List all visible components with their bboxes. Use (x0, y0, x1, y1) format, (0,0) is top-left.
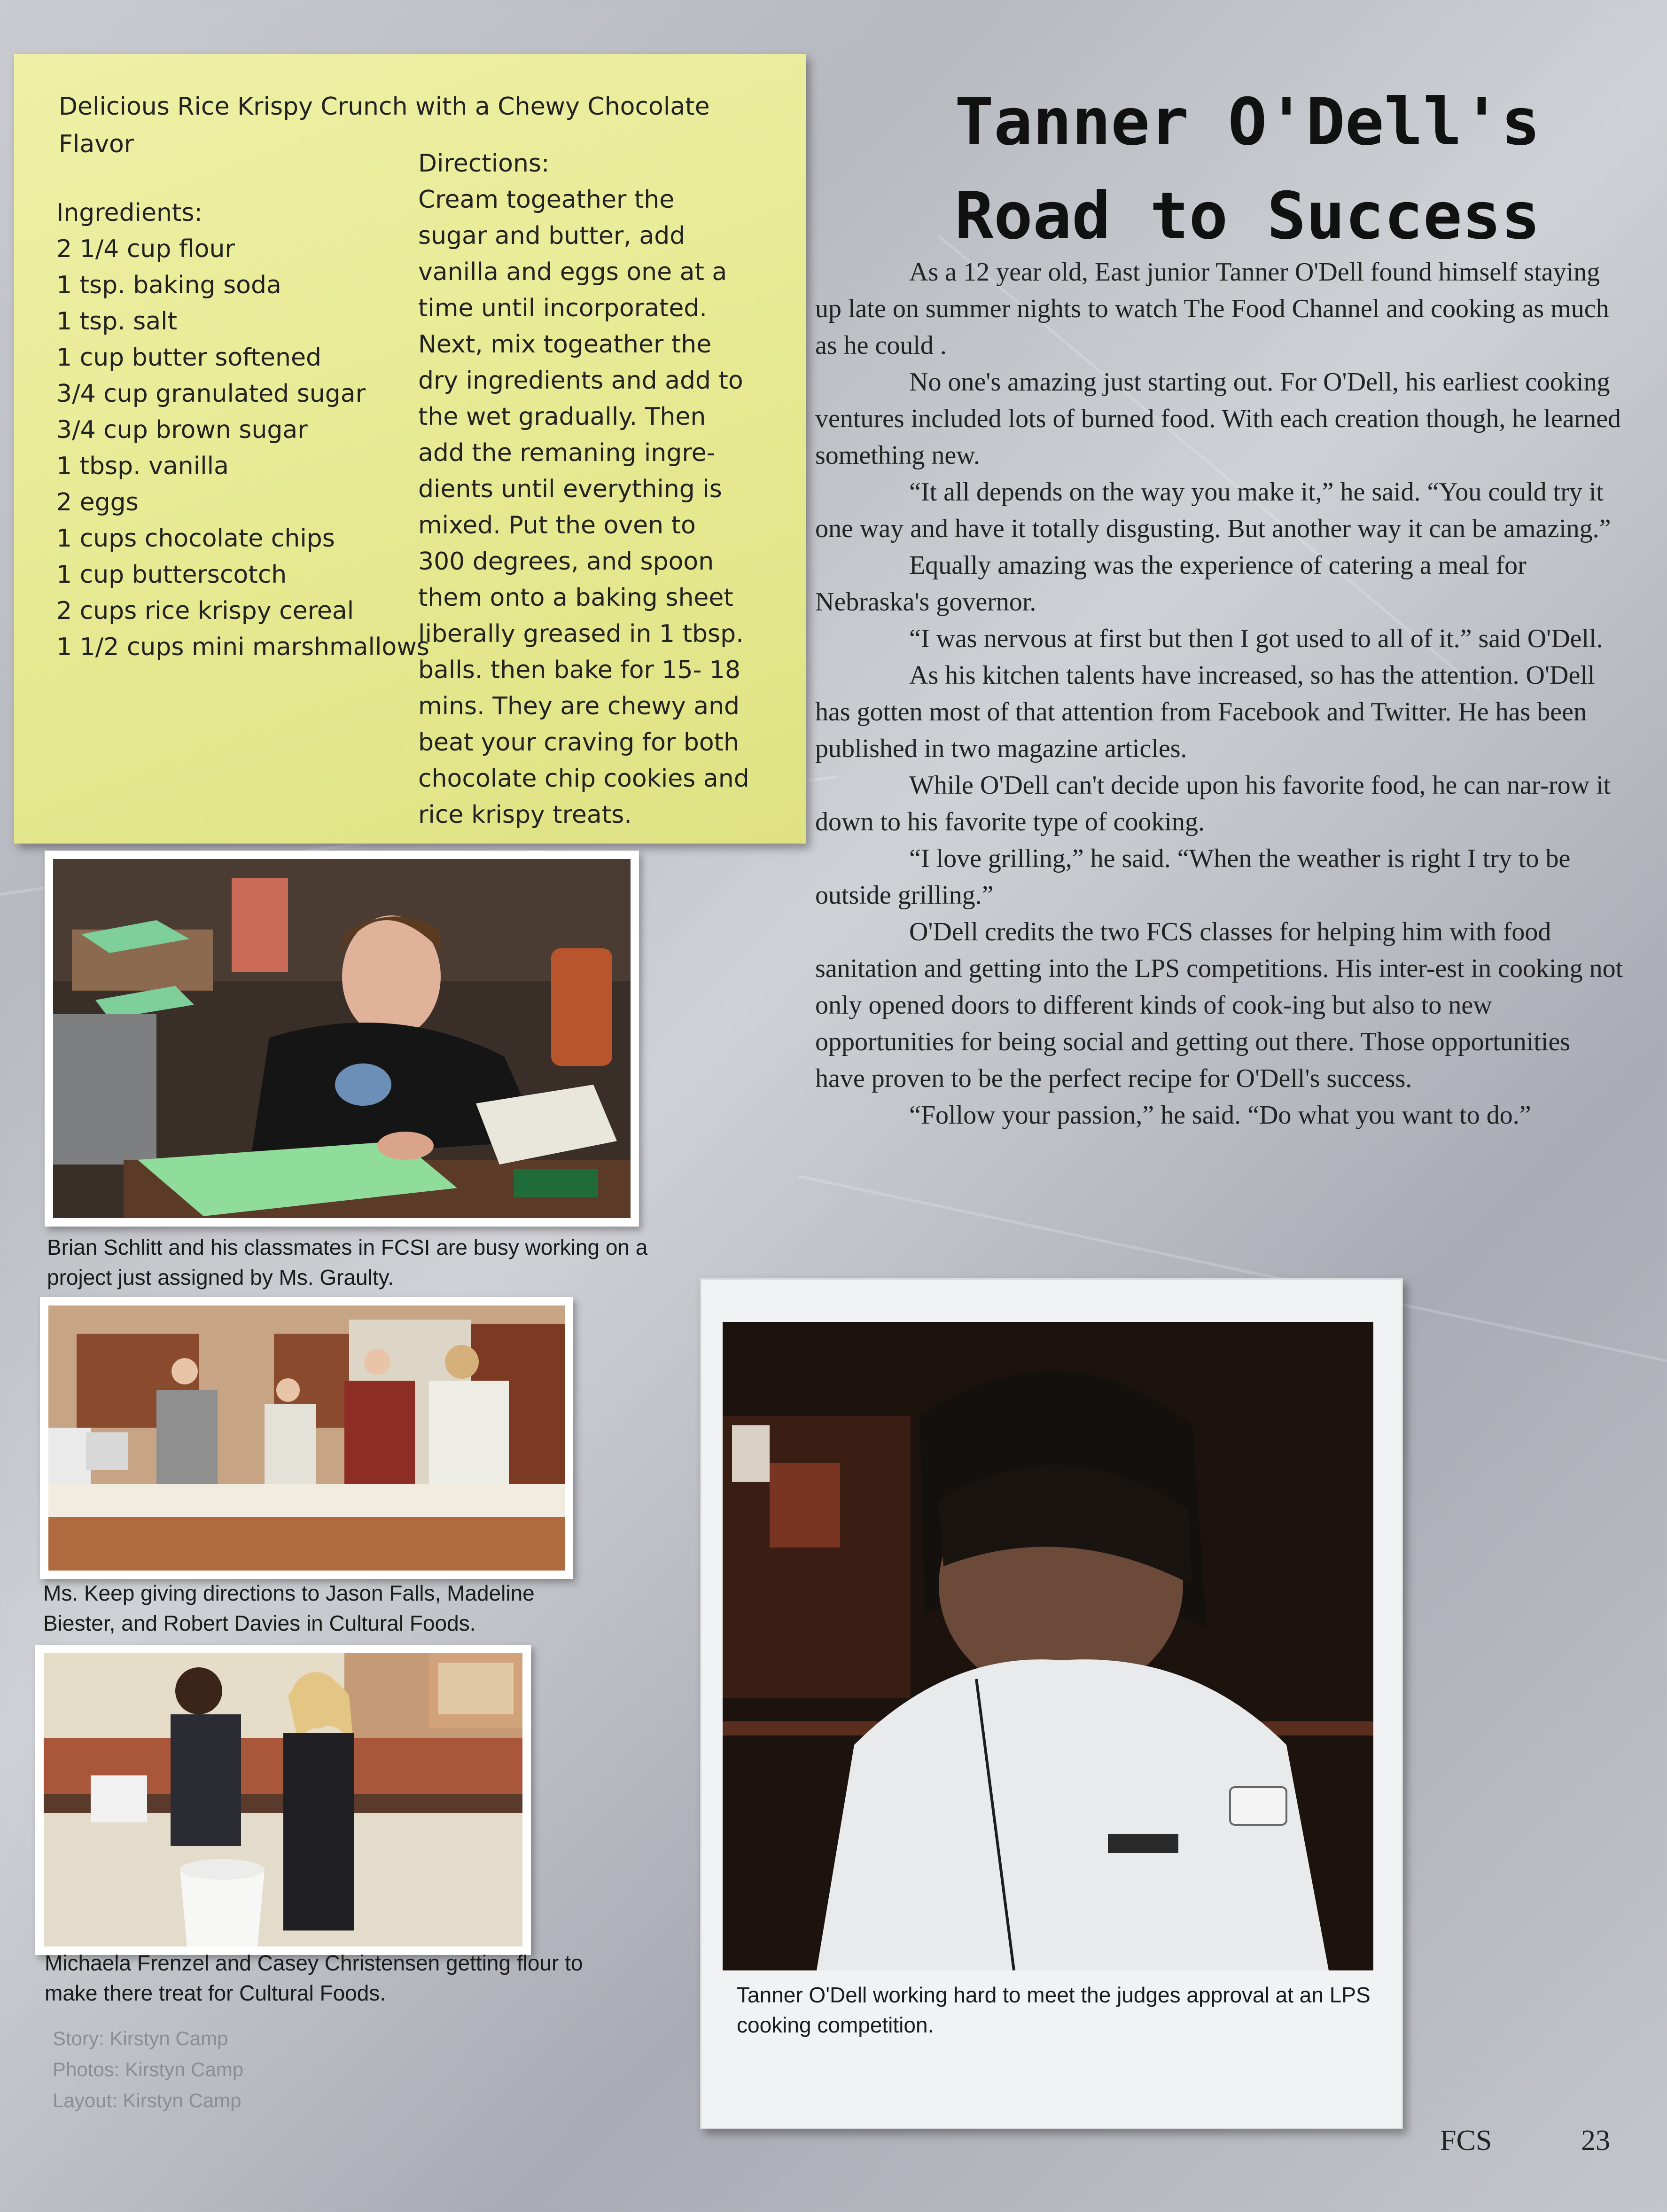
ingredient-item: 1 cup butter softened (56, 344, 321, 372)
directions-line: dry ingredients and add to (418, 367, 743, 395)
ingredient-item: 2 cups rice krispy cereal (56, 597, 354, 625)
directions-line: beat your craving for both (418, 728, 739, 757)
article-paragraph: “It all depends on the way you make it,” he said. “You could try it one way and have it totally disgusting. But another way it can be amazing.” (815, 477, 1611, 543)
ingredient-item: 1 cups chocolate chips (56, 524, 335, 553)
directions-line: the wet gradually. Then (418, 403, 706, 431)
ingredients-heading: Ingredients: (56, 199, 203, 227)
recipe-note (14, 54, 806, 844)
article-paragraph: Equally amazing was the experience of catering a meal for Nebraska's governor. (815, 551, 1527, 617)
photo-flour (35, 1645, 531, 1955)
ingredient-item: 2 eggs (56, 488, 139, 516)
article-body (815, 254, 1623, 1133)
directions-line: liberally greased in 1 tbsp. (418, 620, 744, 648)
headline-line-2: Road to Success (954, 178, 1541, 254)
article-paragraph: While O'Dell can't decide upon his favorite food, he can nar-row it down to his favorite type of cooking. (815, 771, 1611, 836)
photo-image (723, 1322, 1373, 1970)
recipe-title: Delicious Rice Krispy Crunch with a Chewy Chocolate Flavor (59, 93, 710, 158)
directions-line: chocolate chip cookies and (418, 765, 749, 793)
article-paragraph: O'Dell credits the two FCS classes for helping him with food sanitation and getting into the LPS competitions. His inter-est in cooking not only opened doors to different kinds of cook-ing but also to new opportunities for being social and getting out there. Those opportunities have proven to be the perfect recipe for O'Dell's success. (815, 917, 1623, 1093)
photo-classroom-student (45, 851, 639, 1227)
photo-caption: Tanner O'Dell working hard to meet the judges approval at an LPS cooking competition. (737, 1983, 1371, 2037)
directions-heading: Directions: (418, 149, 550, 178)
headline-line-1: Tanner O'Dell's (954, 84, 1541, 160)
ingredient-item: 1 cup butterscotch (56, 561, 287, 589)
directions-line: add the remaning ingre- (418, 439, 716, 467)
article-paragraph: “I love grilling,” he said. “When the weather is right I try to be outside grilling.” (815, 844, 1571, 910)
ingredient-item: 1 tbsp. vanilla (56, 452, 229, 480)
directions-line: them onto a baking sheet (418, 584, 733, 612)
directions-line: sugar and butter, add (418, 222, 685, 250)
credits (53, 2023, 243, 2116)
photo-image (53, 859, 631, 1218)
directions-line: rice krispy treats. (418, 801, 632, 829)
photo-tanner-competition (700, 1278, 1403, 2129)
directions-line: time until incorporated. (418, 294, 707, 322)
directions-line: dients until everything is (418, 475, 722, 503)
directions-line: mixed. Put the oven to (418, 511, 696, 539)
article-headline (862, 75, 1633, 263)
directions-line: mins. They are chewy and (418, 692, 740, 720)
ingredient-item: 1 1/2 cups mini marshmallows (56, 633, 429, 661)
credit-photos: Photos: Kirstyn Camp (53, 2058, 244, 2080)
article-paragraph: “Follow your passion,” he said. “Do what you want to do.” (909, 1101, 1531, 1130)
page-number: 23 (1581, 2125, 1610, 2157)
ingredient-item: 1 tsp. salt (56, 307, 177, 336)
directions-line: vanilla and eggs one at a (418, 258, 727, 286)
credit-layout: Layout: Kirstyn Camp (53, 2089, 241, 2111)
directions-line: 300 degrees, and spoon (418, 547, 714, 576)
directions-line: Next, mix togeather the (418, 330, 712, 359)
photo-caption: Ms. Keep giving directions to Jason Falls, Madeline Biester, and Robert Davies in Cultural Foods. (43, 1581, 535, 1635)
ingredient-item: 3/4 cup brown sugar (56, 416, 308, 444)
article-paragraph: No one's amazing just starting out. For O'Dell, his earliest cooking ventures included lots of burned food. With each creation though, he learned something new. (815, 367, 1621, 470)
ingredient-item: 2 1/4 cup flour (56, 235, 235, 263)
photo-caption: Brian Schlitt and his classmates in FCSI are busy working on a project just assigned by Ms. Graulty. (47, 1235, 648, 1290)
photo-caption: Michaela Frenzel and Casey Christensen getting flour to make there treat for Cultural Foods. (45, 1951, 583, 2005)
footer-section: FCS (1440, 2125, 1492, 2157)
directions-line: Cream togeather the (418, 186, 675, 214)
recipe-directions (418, 146, 749, 833)
article-paragraph: “I was nervous at first but then I got used to all of it.” said O'Dell. (909, 624, 1603, 653)
ingredient-item: 3/4 cup granulated sugar (56, 380, 366, 408)
directions-line: balls. then bake for 15- 18 (418, 656, 741, 684)
photo-kitchen-directions (40, 1297, 573, 1579)
article-paragraph: As his kitchen talents have increased, so has the attention. O'Dell has gotten most of that attention from Facebook and Twitter. He has been published in two magazine articles. (815, 661, 1595, 763)
photo-image (48, 1305, 565, 1571)
credit-story: Story: Kirstyn Camp (53, 2027, 228, 2049)
recipe-ingredients (56, 195, 429, 665)
ingredient-item: 1 tsp. baking soda (56, 271, 281, 299)
article-paragraph: As a 12 year old, East junior Tanner O'Dell found himself staying up late on summer nights to watch The Food Channel and cooking as much as he could . (815, 258, 1609, 360)
photo-image (44, 1653, 522, 1946)
